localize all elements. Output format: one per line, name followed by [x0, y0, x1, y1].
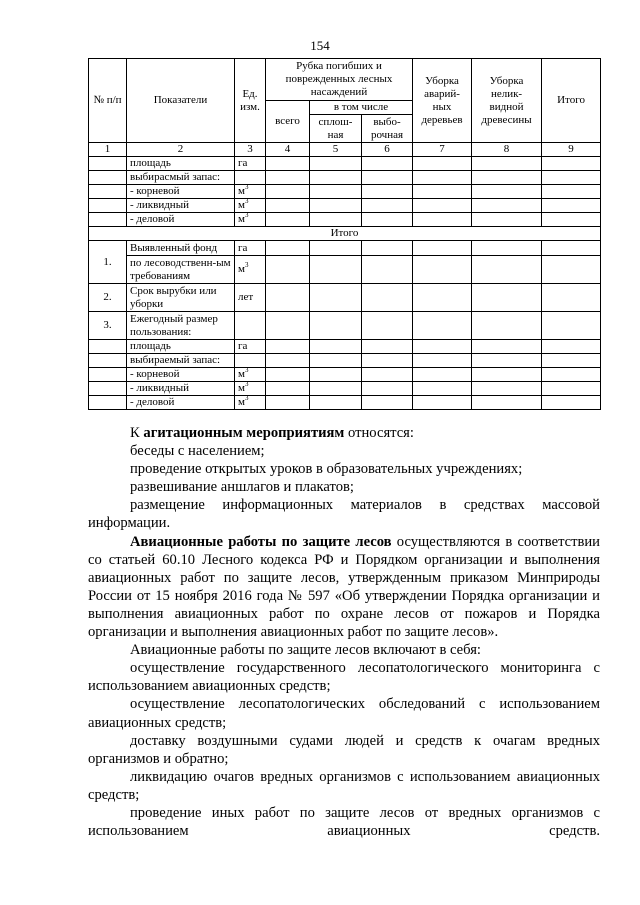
row-label: - ликвидный: [127, 382, 235, 396]
table-row: [89, 312, 601, 340]
unit-text: м: [238, 185, 245, 197]
list-item: осуществление государственного лесопатологического мониторинга с использованием авиационных средств;: [88, 660, 600, 695]
agitation-intro-text: К: [130, 425, 144, 441]
table-row: [89, 199, 601, 213]
unit-superscript: 3: [244, 394, 249, 402]
col-number: 6: [362, 143, 413, 157]
row-unit: лет: [235, 284, 266, 312]
row-unit: [235, 185, 266, 199]
row-label: - деловой: [127, 213, 235, 227]
row-unit: [235, 368, 266, 382]
col-number: 4: [266, 143, 310, 157]
row-unit: [235, 171, 266, 185]
unit-superscript: 3: [244, 366, 249, 374]
table-row: [89, 368, 601, 382]
row-label: выбираемый запас:: [127, 354, 235, 368]
agitation-term: агитационным мероприятиям: [143, 425, 345, 441]
unit-text: м: [238, 396, 245, 408]
table-row: [89, 354, 601, 368]
row-label: - корневой: [127, 185, 235, 199]
header-emergency-trees: Уборка аварий-ных деревьев: [413, 59, 472, 143]
unit-text: м: [238, 263, 245, 275]
row-number: 2.: [89, 284, 127, 312]
col-number: 9: [542, 143, 601, 157]
table-row: [89, 284, 601, 312]
list-item: проведение иных работ по защите лесов от вредных организмов с использованием авиационных средств.: [88, 804, 600, 840]
col-number: 7: [413, 143, 472, 157]
table-row: [89, 241, 601, 256]
table-row: [89, 213, 601, 227]
unit-superscript: 3: [244, 211, 249, 219]
aviation-paragraph: [88, 533, 600, 642]
row-label: Срок вырубки или уборки: [127, 284, 235, 312]
aviation-term: Авиационные работы по защите лесов: [130, 533, 392, 550]
row-label: - корневой: [127, 368, 235, 382]
agitation-intro-text: относятся:: [344, 425, 414, 441]
row-label: - ликвидный: [127, 199, 235, 213]
row-label: площадь: [127, 157, 235, 171]
row-unit: [235, 354, 266, 368]
row-number: 3.: [89, 312, 127, 340]
page-number: 154: [310, 38, 330, 53]
col-number: 2: [127, 143, 235, 157]
unit-text: м: [238, 382, 245, 394]
unit-text: м: [238, 199, 245, 211]
header-illiquid-wood: Уборка нелик-видной древесины: [472, 59, 542, 143]
header-clear-cut: сплош-ная: [310, 115, 362, 143]
row-unit: [235, 213, 266, 227]
col-number: 1: [89, 143, 127, 157]
unit-text: м: [238, 213, 245, 225]
col-number: 8: [472, 143, 542, 157]
row-unit: га: [235, 241, 266, 256]
header-cutting-group: Рубка погибших и поврежденных лесных насаждений: [266, 59, 413, 101]
list-item: размещение информационных материалов в средствах массовой информации.: [88, 497, 600, 532]
agitation-intro: [88, 424, 600, 442]
unit-text: м: [238, 368, 245, 380]
unit-superscript: 3: [244, 380, 249, 388]
row-number: 1.: [89, 241, 127, 284]
row-unit: [235, 382, 266, 396]
col-number: 3: [235, 143, 266, 157]
unit-superscript: 3: [244, 261, 249, 269]
header-in-that-number: в том числе: [310, 101, 413, 115]
table-row: [89, 256, 601, 284]
list-item: ликвидацию очагов вредных организмов с использованием авиационных средств;: [88, 768, 600, 803]
list-item: осуществление лесопатологических обследований с использованием авиационных средств;: [88, 696, 600, 731]
row-label: площадь: [127, 340, 235, 354]
list-item: доставку воздушными судами людей и средств к очагам вредных организмов и обратно;: [88, 732, 600, 767]
list-item: проведение открытых уроков в образовательных учреждениях;: [130, 461, 523, 478]
row-label: - деловой: [127, 396, 235, 410]
header-total: Итого: [542, 59, 601, 143]
section-total-label: Итого: [89, 227, 601, 241]
row-unit: [235, 199, 266, 213]
row-label: по лесоводственн-ым требованиям: [127, 256, 235, 284]
table-row: [89, 185, 601, 199]
row-unit: [235, 256, 266, 284]
unit-superscript: 3: [244, 183, 249, 191]
list-item: беседы с населением;: [130, 443, 265, 460]
row-unit: [235, 396, 266, 410]
aviation-includes: Авиационные работы по защите лесов включают в себя:: [130, 642, 481, 659]
col-number: 5: [310, 143, 362, 157]
row-label: Ежегодный размер пользования:: [127, 312, 235, 340]
table-row: [89, 157, 601, 171]
row-label: выбирасмый запас:: [127, 171, 235, 185]
forest-data-table: [88, 58, 601, 410]
header-total-cut: всего: [266, 101, 310, 143]
list-item: развешивание аншлагов и плакатов;: [130, 479, 354, 496]
header-selective-cut: выбо-рочная: [362, 115, 413, 143]
row-unit: га: [235, 157, 266, 171]
aviation-text: осуществляются в соответствии со статьей 60.10 Лесного кодекса РФ и Порядком организации и выполнения авиационных работ по защите лесов, утвержденным приказом Минприроды России от 15 ноября 2016 года № 597 «Об утверждении Порядка организации и выполнения авиационных работ по охране лесов от пожаров и Порядка организации и выполнения авиационных работ по защите лесов».: [88, 533, 600, 641]
table-row: [89, 340, 601, 354]
row-label: Выявленный фонд: [127, 241, 235, 256]
row-unit: га: [235, 340, 266, 354]
unit-superscript: 3: [244, 197, 249, 205]
table-row: [89, 382, 601, 396]
header-num: № п/п: [89, 59, 127, 143]
table-row: [89, 396, 601, 410]
body-text: [88, 424, 600, 840]
header-unit: Ед. изм.: [235, 59, 266, 143]
header-indicators: Показатели: [127, 59, 235, 143]
table-row: [89, 171, 601, 185]
